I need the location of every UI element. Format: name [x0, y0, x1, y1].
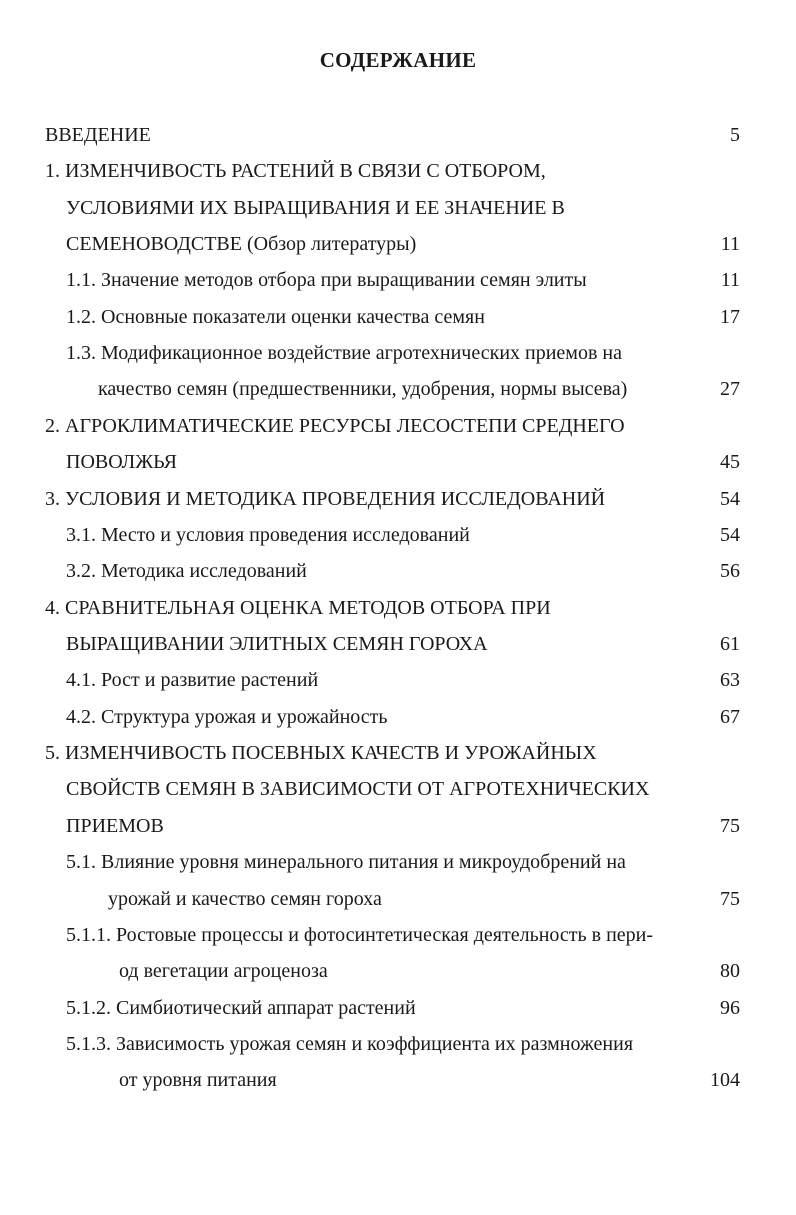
- toc-line-text: 2. АГРОКЛИМАТИЧЕСКИЕ РЕСУРСЫ ЛЕСОСТЕПИ СРЕДНЕГО: [45, 415, 625, 437]
- toc-line: [0, 884, 796, 914]
- toc-page-number: 67: [720, 706, 740, 728]
- toc-line-text: УСЛОВИЯМИ ИХ ВЫРАЩИВАНИЯ И ЕЕ ЗНАЧЕНИЕ В: [66, 197, 565, 219]
- toc-page-number: 96: [720, 997, 740, 1019]
- toc-line-text: 5.1.3. Зависимость урожая семян и коэффициента их размножения: [66, 1033, 634, 1055]
- toc-line: [0, 665, 796, 695]
- toc-line: [0, 193, 796, 223]
- toc-line-text: 1.3. Модификационное воздействие агротехнических приемов на: [66, 342, 622, 364]
- toc-page-number: 11: [720, 233, 740, 255]
- toc-line: [0, 556, 796, 586]
- toc-line: [0, 484, 796, 514]
- toc-page-number: 27: [720, 378, 740, 400]
- toc-line-text: качество семян (предшественники, удобрения, нормы высева): [98, 378, 628, 400]
- toc-line: [0, 774, 796, 804]
- toc-line-text: 4. СРАВНИТЕЛЬНАЯ ОЦЕНКА МЕТОДОВ ОТБОРА ПРИ: [45, 597, 551, 619]
- toc-line: [0, 629, 796, 659]
- toc-line-text: 3.2. Методика исследований: [66, 560, 307, 582]
- toc-line-text: 3.1. Место и условия проведения исследований: [66, 524, 470, 546]
- toc-line: [0, 302, 796, 332]
- toc-line: [0, 993, 796, 1023]
- page-title: СОДЕРЖАНИЕ: [319, 48, 477, 72]
- toc-line: [0, 1065, 796, 1095]
- toc-line: [0, 702, 796, 732]
- toc-page-number: 54: [720, 524, 740, 546]
- toc-line-text: од вегетации агроценоза: [119, 960, 328, 982]
- toc-line-text: 1. ИЗМЕНЧИВОСТЬ РАСТЕНИЙ В СВЯЗИ С ОТБОРОМ,: [45, 160, 546, 182]
- toc-line: [0, 338, 796, 368]
- toc-line-text: урожай и качество семян гороха: [108, 888, 382, 910]
- toc-page-number: 104: [710, 1069, 740, 1091]
- toc-line: [0, 411, 796, 441]
- toc-line-text: 1.1. Значение методов отбора при выращивании семян элиты: [66, 269, 587, 291]
- toc-line-text: ВЫРАЩИВАНИИ ЭЛИТНЫХ СЕМЯН ГОРОХА: [66, 633, 488, 655]
- toc-line-text: 3. УСЛОВИЯ И МЕТОДИКА ПРОВЕДЕНИЯ ИССЛЕДОВАНИЙ: [45, 488, 606, 510]
- toc-line: [0, 156, 796, 186]
- toc-line: [0, 120, 796, 150]
- toc-page-number: 75: [720, 815, 740, 837]
- toc-line: [0, 811, 796, 841]
- toc-line-text: 1.2. Основные показатели оценки качества семян: [66, 306, 485, 328]
- toc-line-text: ПОВОЛЖЬЯ: [66, 451, 177, 473]
- toc-page-number: 45: [720, 451, 740, 473]
- toc-line: [0, 956, 796, 986]
- toc-line-text: СЕМЕНОВОДСТВЕ (Обзор литературы): [66, 233, 417, 255]
- toc-line: [0, 520, 796, 550]
- toc-line: [0, 374, 796, 404]
- toc-page-number: 61: [720, 633, 740, 655]
- toc-line: [0, 229, 796, 259]
- toc-line-text: 5. ИЗМЕНЧИВОСТЬ ПОСЕВНЫХ КАЧЕСТВ И УРОЖАЙНЫХ: [45, 742, 597, 764]
- toc-page-number: 54: [720, 488, 740, 510]
- toc-page-number: 80: [720, 960, 740, 982]
- toc-page-number: 56: [720, 560, 740, 582]
- toc-page-number: 63: [720, 669, 740, 691]
- toc-line-text: 4.2. Структура урожая и урожайность: [66, 706, 388, 728]
- toc-line-text: 5.1. Влияние уровня минерального питания и микроудобрений на: [66, 851, 626, 873]
- toc-line-text: ПРИЕМОВ: [66, 815, 164, 837]
- toc-line-text: СВОЙСТВ СЕМЯН В ЗАВИСИМОСТИ ОТ АГРОТЕХНИЧЕСКИХ: [66, 778, 650, 800]
- toc-line: [0, 447, 796, 477]
- toc-line: [0, 847, 796, 877]
- toc-line-text: 5.1.2. Симбиотический аппарат растений: [66, 997, 416, 1019]
- toc-line-text: ВВЕДЕНИЕ: [45, 124, 151, 146]
- toc-line: [0, 265, 796, 295]
- toc-line: [0, 920, 796, 950]
- toc-page-number: 11: [720, 269, 740, 291]
- toc-line-text: 4.1. Рост и развитие растений: [66, 669, 319, 691]
- toc-page-number: 5: [730, 124, 740, 146]
- toc-line-text: от уровня питания: [119, 1069, 277, 1091]
- toc-line: [0, 1029, 796, 1059]
- toc-page-number: 75: [720, 888, 740, 910]
- toc-line: [0, 593, 796, 623]
- toc-page-number: 17: [720, 306, 740, 328]
- toc-line-text: 5.1.1. Ростовые процессы и фотосинтетическая деятельность в пери-: [66, 924, 654, 946]
- toc-line: [0, 738, 796, 768]
